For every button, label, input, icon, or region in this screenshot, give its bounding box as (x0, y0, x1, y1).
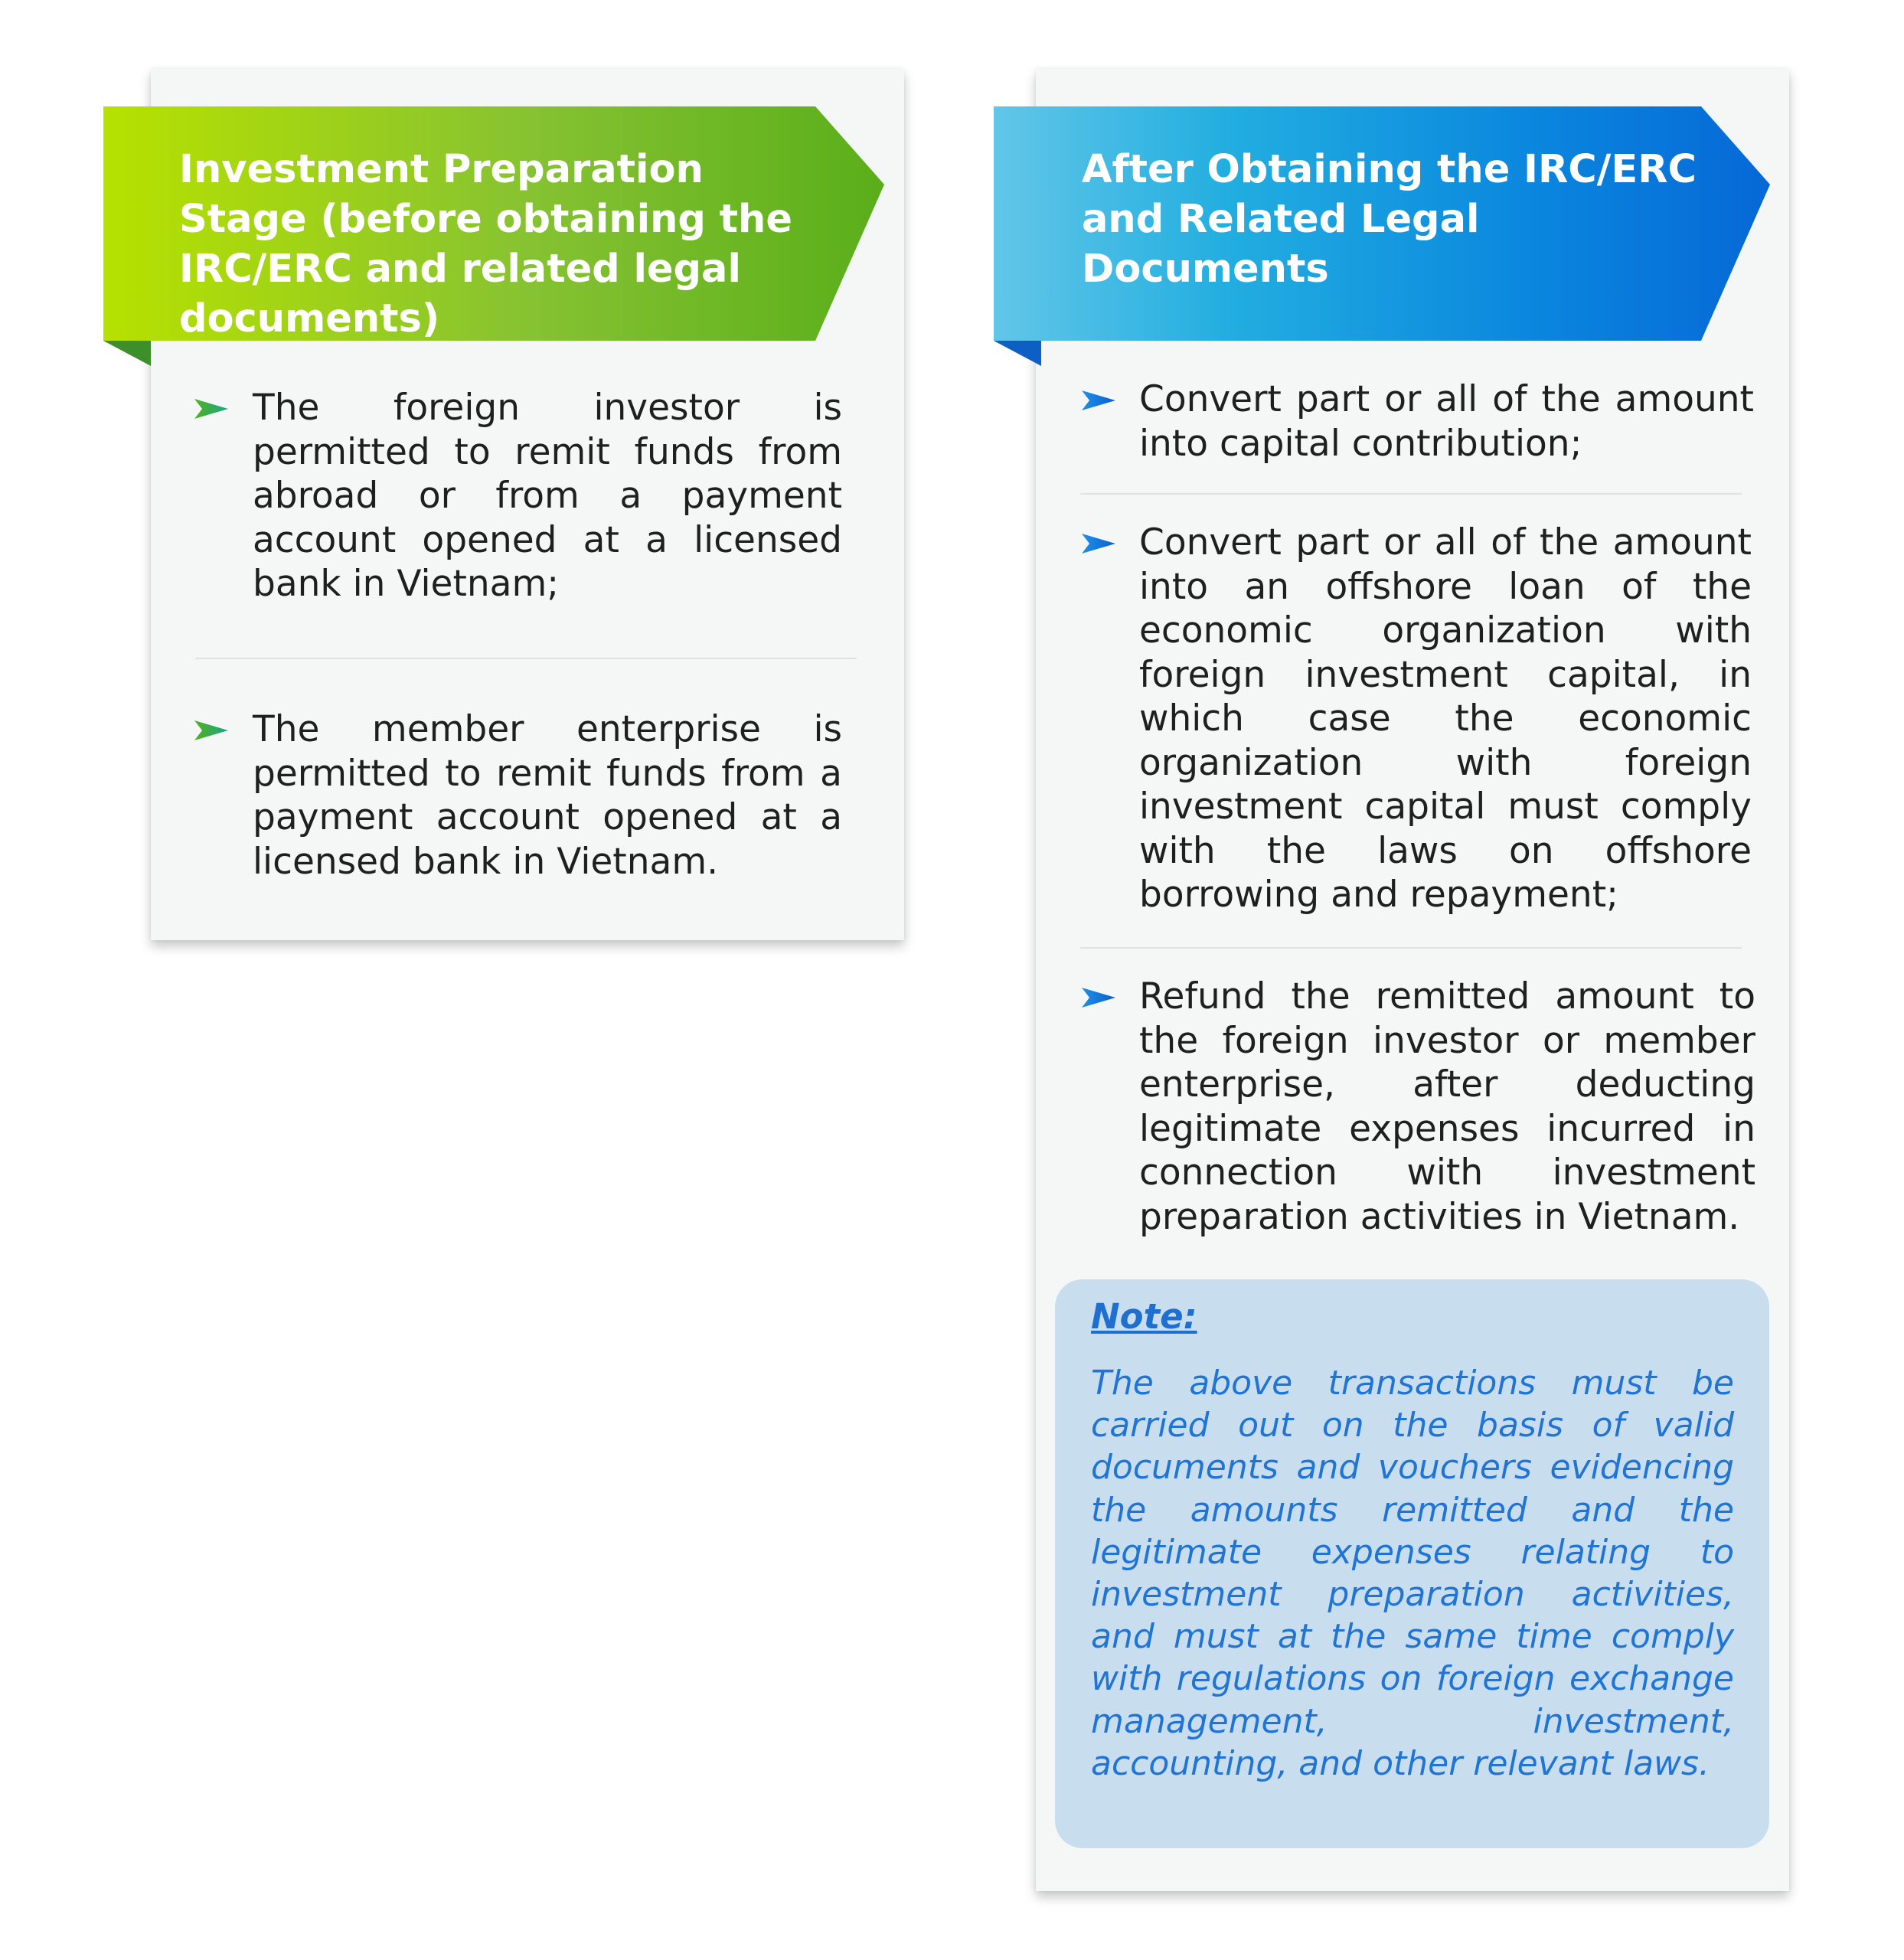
arrowhead-right-icon (1082, 988, 1115, 1008)
right-list-item-3: Refund the remitted amount to the foreign investor or member enterprise, after deducting legitimate expenses incurred in connection with investment preparation activities in Vietnam. (1139, 975, 1755, 1238)
right-list-item-1: Convert part or all of the amount into capital contribution; (1139, 378, 1754, 465)
right-panel-title: After Obtaining the IRC/ERC and Related Legal Documents (1082, 147, 1697, 292)
right-divider-1 (1080, 493, 1742, 495)
note-title: Note: (1091, 1296, 1197, 1337)
left-list-item-1: The foreign investor is permitted to remit funds from abroad or from a payment account opened at a licensed bank in Vietnam; (253, 387, 842, 605)
right-list-item-2: Convert part or all of the amount into an offshore loan of the economic organization with foreign investment capital, in which case the economic organization with foreign investment capital must comply with the laws on offshore borrowing and repayment; (1139, 521, 1752, 916)
arrowhead-right-icon (194, 399, 228, 419)
arrowhead-right-icon (1082, 390, 1115, 410)
right-divider-2 (1080, 947, 1742, 949)
left-divider (195, 658, 857, 659)
left-list-item-2: The member enterprise is permitted to remit funds from a payment account opened at a licensed bank in Vietnam. (253, 708, 842, 883)
arrowhead-right-icon (1082, 534, 1115, 554)
note-text: The above transactions must be carried out on the basis of valid documents and vouchers evidencing the amounts remitted and the legitimate expenses relating to investment preparation activities, and must at the same time comply with regulations on foreign exchange management, investment, accounting, and other relevant laws. (1091, 1364, 1734, 1783)
left-panel-title: Investment Preparation Stage (before obtaining the IRC/ERC and related legal documents) (179, 147, 792, 341)
right-ribbon-fold (994, 341, 1041, 366)
left-ribbon-fold (103, 341, 151, 366)
arrowhead-right-icon (194, 720, 228, 740)
